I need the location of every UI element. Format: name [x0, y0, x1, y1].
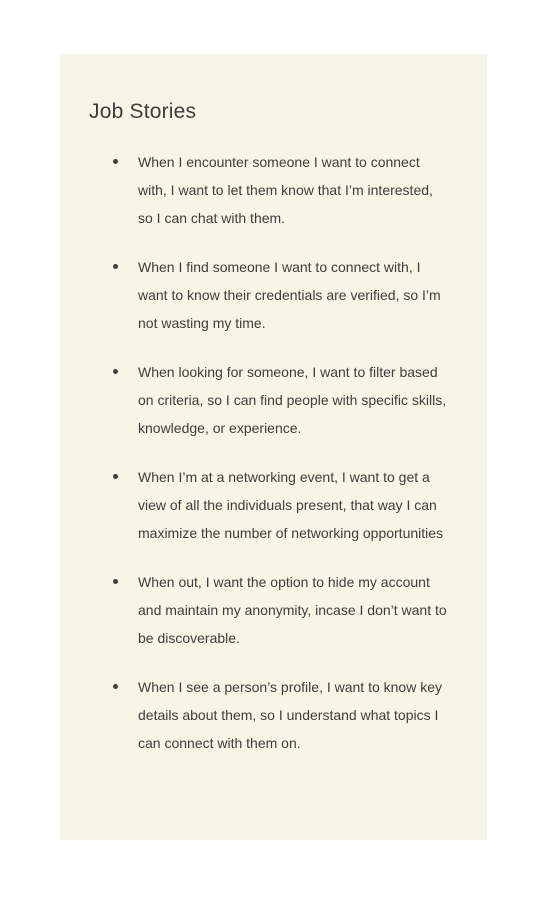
bullet-icon [113, 264, 118, 269]
bullet-icon [113, 474, 118, 479]
bullet-icon [113, 369, 118, 374]
job-stories-list [60, 148, 487, 778]
story-text: When I find someone I want to connect with, I want to know their credentials are verified, so I’m not wasting my time. [138, 259, 441, 331]
section-title: Job Stories [89, 100, 197, 123]
list-item [60, 673, 487, 757]
story-text: When I see a person’s profile, I want to know key details about them, so I understand what topics I can connect with them on. [138, 679, 443, 751]
story-text: When I encounter someone I want to connect with, I want to let them know that I’m interested, so I can chat with them. [138, 154, 433, 226]
list-item [60, 253, 487, 337]
bullet-icon [113, 684, 118, 689]
list-item [60, 463, 487, 547]
job-stories-card [60, 54, 487, 840]
story-text: When I’m at a networking event, I want to get a view of all the individuals present, that way I can maximize the number of networking opportunities [138, 469, 444, 541]
list-item [60, 358, 487, 442]
bullet-icon [113, 159, 118, 164]
story-text: When out, I want the option to hide my account and maintain my anonymity, incase I don’t want to be discoverable. [138, 574, 447, 646]
bullet-icon [113, 579, 118, 584]
list-item [60, 148, 487, 232]
list-item [60, 568, 487, 652]
story-text: When looking for someone, I want to filter based on criteria, so I can find people with specific skills, knowledge, or experience. [138, 364, 447, 436]
